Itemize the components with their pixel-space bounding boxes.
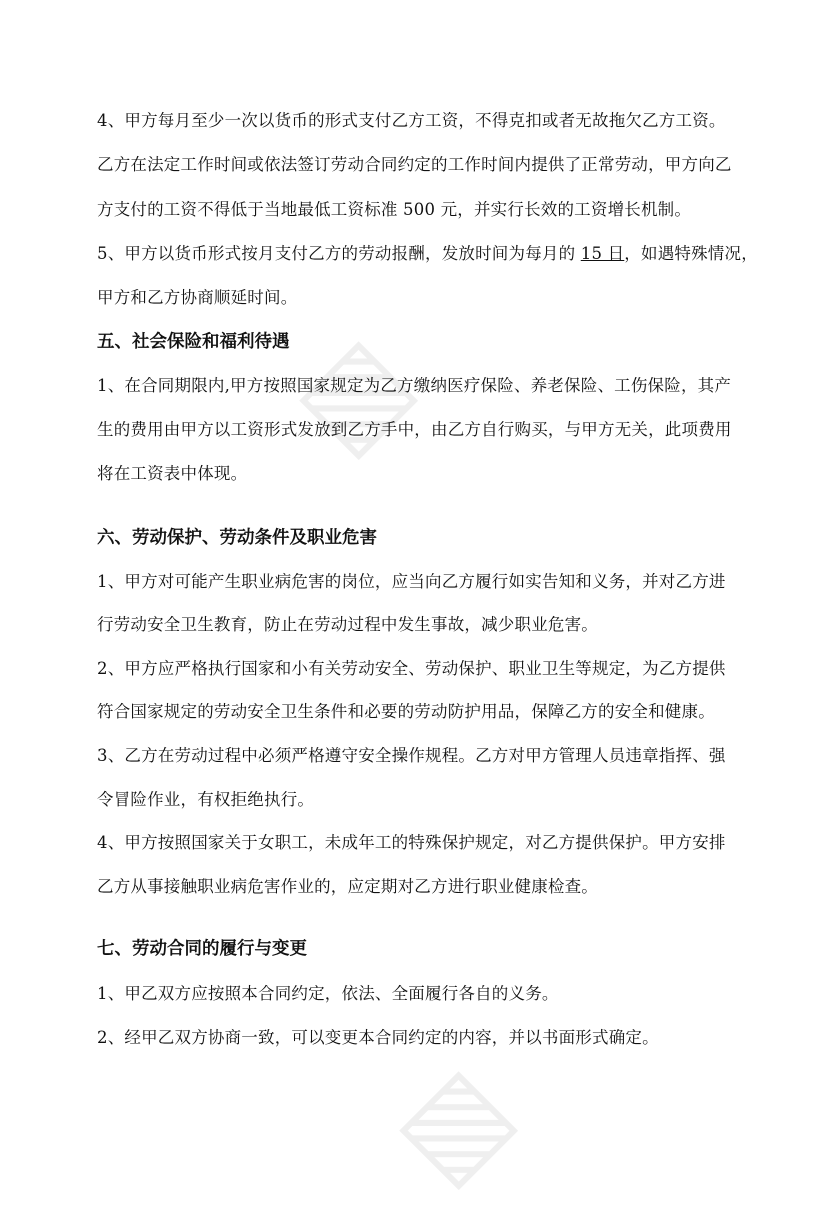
paragraph-line: 1、甲方对可能产生职业病危害的岗位，应当向乙方履行如实告知和义务，并对乙方进: [97, 572, 726, 591]
paragraph-line: 4、甲方按照国家关于女职工，未成年工的特殊保护规定，对乙方提供保护。甲方安排: [97, 833, 726, 852]
section-heading: 七、劳动合同的履行与变更: [97, 939, 307, 959]
paragraph-line: 3、乙方在劳动过程中必须严格遵守安全操作规程。乙方对甲方管理人员违章指挥、强: [97, 746, 726, 765]
paragraph-line: 乙方从事接触职业病危害作业的，应定期对乙方进行职业健康检查。: [97, 877, 598, 896]
section-heading: 六、劳动保护、劳动条件及职业危害: [97, 528, 377, 548]
paragraph-line: 行劳动安全卫生教育，防止在劳动过程中发生事故，减少职业危害。: [97, 615, 598, 634]
paragraph-line: 1、在合同期限内,甲方按照国家规定为乙方缴纳医疗保险、养老保险、工伤保险，其产: [97, 376, 732, 395]
paragraph-line: 甲方和乙方协商顺延时间。: [97, 288, 298, 307]
watermark: ▧: [269, 311, 434, 477]
section-heading: 五、社会保险和福利待遇: [97, 332, 290, 352]
watermark: ▧: [369, 1041, 534, 1206]
paragraph-line: 方支付的工资不得低于当地最低工资标准 500 元，并实行长效的工资增长机制。: [97, 200, 692, 219]
text-segment: ，如遇特殊情况，: [624, 244, 758, 263]
paragraph-line: [97, 243, 758, 265]
paragraph-line: 1、甲乙双方应按照本合同约定，依法、全面履行各自的义务。: [97, 984, 559, 1003]
paragraph-line: 4、甲方每月至少一次以货币的形式支付乙方工资，不得克扣或者无故拖欠乙方工资。: [97, 111, 726, 130]
paragraph-line: 乙方在法定工作时间或依法签订劳动合同约定的工作时间内提供了正常劳动，甲方向乙: [97, 155, 732, 174]
paragraph-line: 生的费用由甲方以工资形式发放到乙方手中，由乙方自行购买，与甲方无关，此项费用: [97, 420, 732, 439]
paragraph-line: 令冒险作业，有权拒绝执行。: [97, 790, 315, 809]
paragraph-line: 2、甲方应严格执行国家和小有关劳动安全、劳动保护、职业卫生等规定，为乙方提供: [97, 659, 726, 678]
paragraph-line: 符合国家规定的劳动安全卫生条件和必要的劳动防护用品，保障乙方的安全和健康。: [97, 702, 715, 721]
payday-underlined: 15 日: [580, 244, 625, 263]
paragraph-line: 2、经甲乙双方协商一致，可以变更本合同约定的内容，并以书面形式确定。: [97, 1028, 659, 1047]
paragraph-line: 将在工资表中体现。: [97, 464, 248, 483]
text-segment: 5、甲方以货币形式按月支付乙方的劳动报酬，发放时间为每月的: [97, 244, 581, 263]
